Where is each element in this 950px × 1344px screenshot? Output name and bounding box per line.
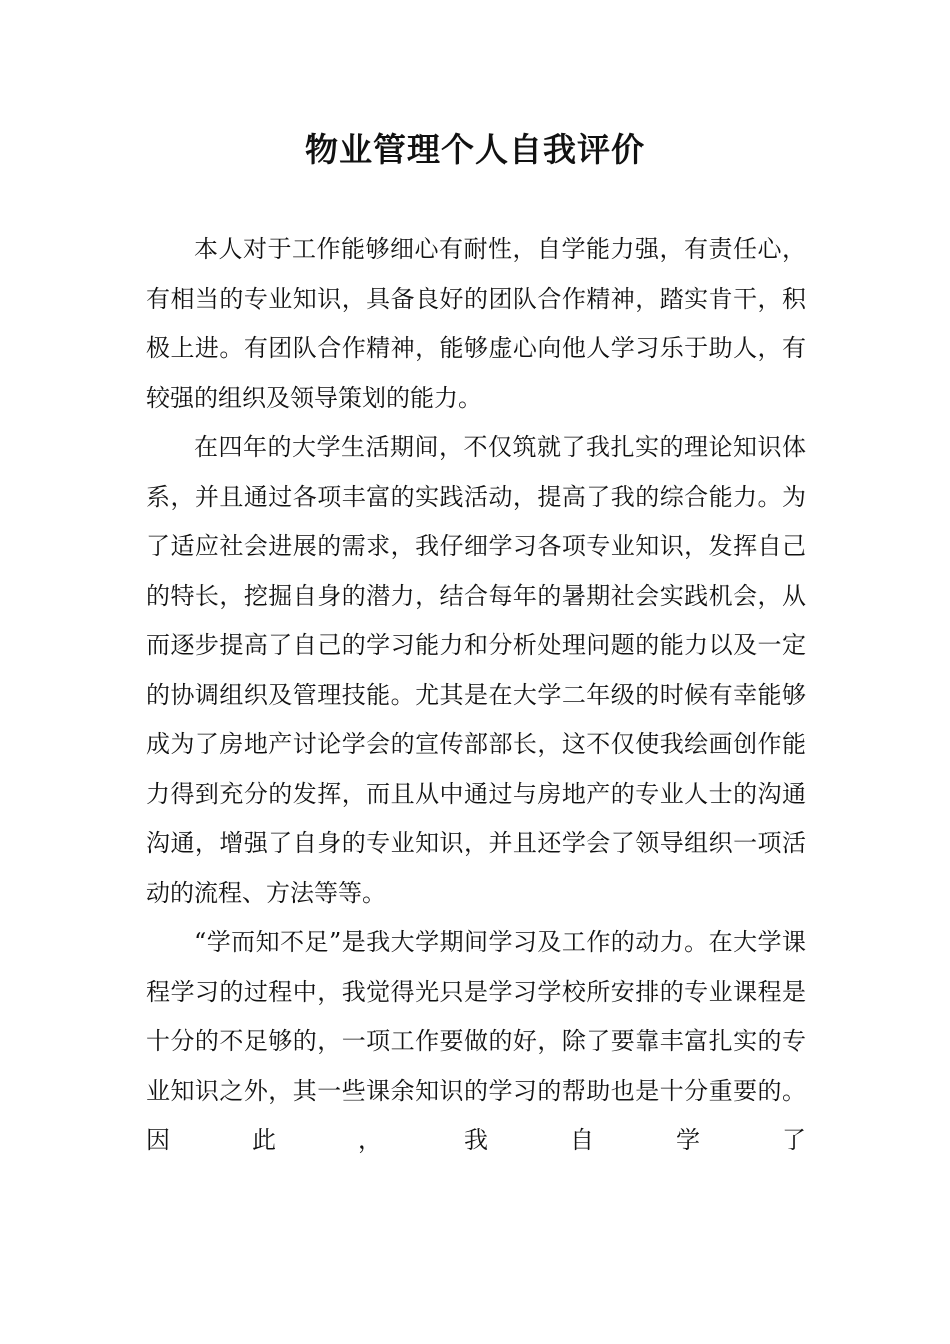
paragraph-1: 本人对于工作能够细心有耐性，自学能力强，有责任心，有相当的专业知识，具备良好的团队合作精神，踏实肯干，积极上进。有团队合作精神，能够虚心向他人学习乐于助人，有较强的组织及领导策划的能力。 bbox=[146, 235, 806, 412]
paragraph-3: “学而知不足”是我大学期间学习及工作的动力。在大学课程学习的过程中，我觉得光只是学习学校所安排的专业课程是十分的不足够的，一项工作要做的好，除了要靠丰富扎实的专业知识之外，其一些课余知识的学习的帮助也是十分重要的。因此，我自学了 bbox=[146, 928, 806, 1154]
document-body bbox=[146, 225, 806, 1166]
paragraph-2: 在四年的大学生活期间，不仅筑就了我扎实的理论知识体系，并且通过各项丰富的实践活动，提高了我的综合能力。为了适应社会进展的需求，我仔细学习各项专业知识，发挥自己的特长，挖掘自身的潜力，结合每年的暑期社会实践机会，从而逐步提高了自己的学习能力和分析处理问题的能力以及一定的协调组织及管理技能。尤其是在大学二年级的时候有幸能够成为了房地产讨论学会的宣传部部长，这不仅使我绘画创作能力得到充分的发挥，而且从中通过与房地产的专业人士的沟通沟通，增强了自身的专业知识，并且还学会了领导组织一项活动的流程、方法等等。 bbox=[146, 433, 806, 907]
document-title: 物业管理个人自我评价 bbox=[305, 130, 645, 169]
